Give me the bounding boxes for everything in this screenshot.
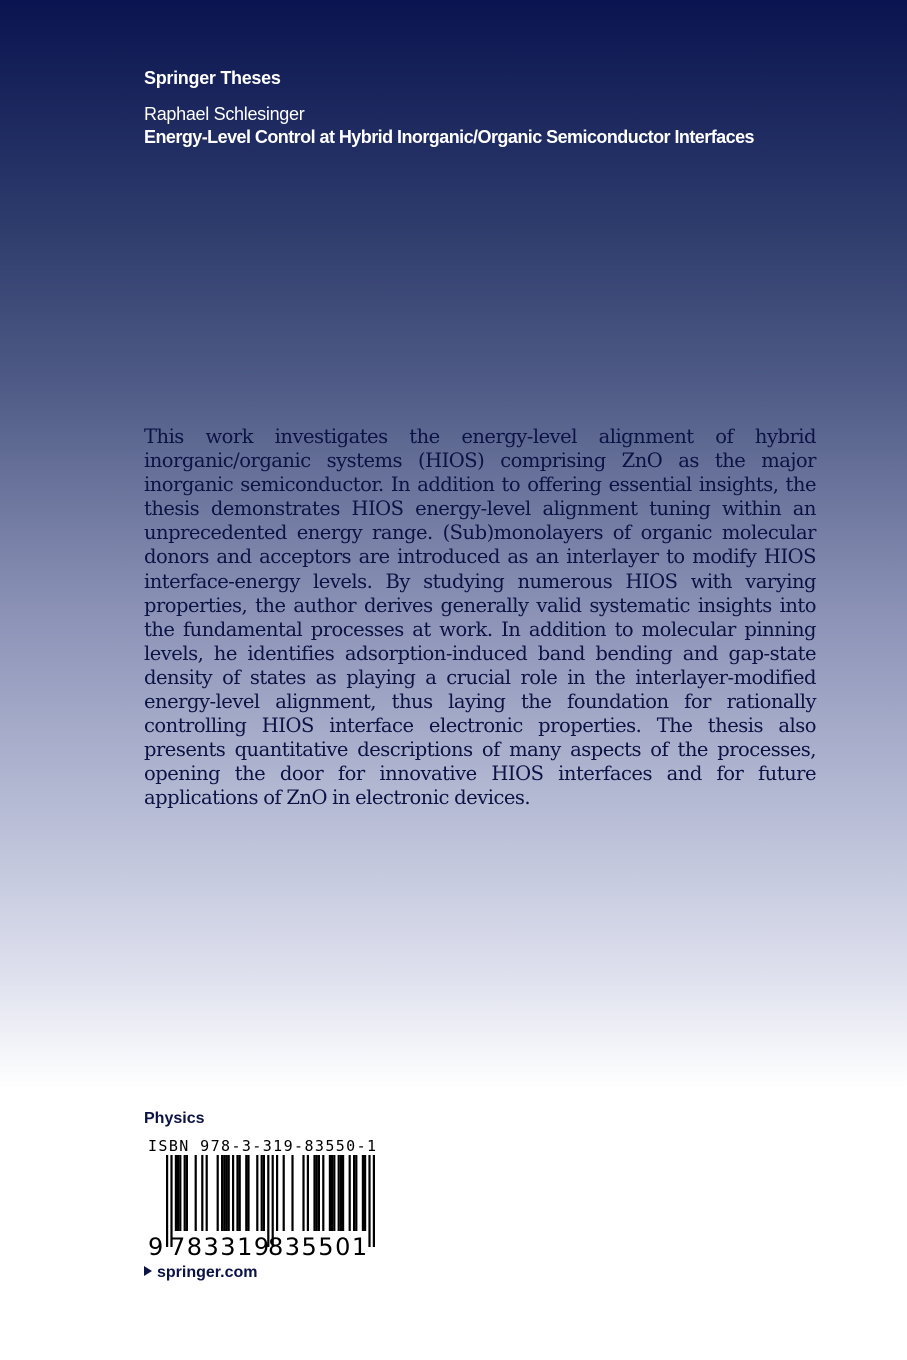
barcode-bar — [329, 1155, 331, 1231]
barcode-bar — [313, 1155, 315, 1231]
subject-category: Physics — [144, 1110, 205, 1127]
barcode-bar — [221, 1155, 223, 1231]
barcode-bar — [338, 1155, 340, 1231]
publisher-website[interactable] — [144, 1264, 257, 1282]
barcode-bar — [355, 1155, 357, 1231]
barcode-bar — [291, 1155, 293, 1231]
book-title: Energy-Level Control at Hybrid Inorganic/Organic Semiconductor Interfaces — [144, 127, 754, 147]
series-name: Springer Theses — [144, 68, 281, 88]
barcode-guard-bar — [368, 1155, 370, 1247]
barcode-bar — [206, 1155, 208, 1231]
barcode-bar — [184, 1155, 186, 1231]
barcode-bar — [236, 1155, 238, 1231]
barcode-bar — [353, 1155, 355, 1231]
barcode-bar — [316, 1155, 318, 1231]
website-label: springer.com — [157, 1264, 258, 1281]
barcode-group-right: 835501 — [268, 1233, 369, 1261]
barcode-bar — [302, 1155, 304, 1231]
barcode-bar — [263, 1155, 265, 1231]
barcode-bar — [362, 1155, 364, 1231]
barcode-guard-bar — [373, 1155, 375, 1247]
barcode-bar — [195, 1155, 197, 1231]
author-name: Raphael Schlesinger — [144, 104, 305, 124]
barcode-bar — [318, 1155, 320, 1231]
barcode-bar — [225, 1155, 227, 1231]
barcode-bar — [201, 1155, 203, 1231]
barcode-bar — [245, 1155, 247, 1231]
barcode — [144, 1155, 380, 1263]
barcode-group-left: 783319 — [170, 1233, 271, 1261]
barcode-bar — [239, 1155, 241, 1231]
barcode-bar — [177, 1155, 179, 1231]
barcode-bar — [223, 1155, 225, 1231]
barcode-bar — [228, 1155, 230, 1231]
barcode-bar — [283, 1155, 285, 1231]
barcode-guard-bar — [166, 1155, 168, 1247]
barcode-bar — [349, 1155, 351, 1231]
book-description: This work investigates the energy-level alignment of hybrid inorganic/organic systems (HIOS) comprising ZnO as the major inorganic semiconductor. In addition to offering essential insights, the thesis demonstrates HIOS energy-level alignment tuning within an unprecedented energy range. (Sub)monolayers of organic molecular donors and acceptors are introduced as an interlayer to modify HIOS interface-energy levels. By studying numerous HIOS with varying properties, the author derives generally valid systematic insights into the fundamental processes at work. In addition to molecular pinning levels, he identifies adsorption-induced band bending and gap-state density of states as playing a crucial role in the interlayer-modified energy-level alignment, thus laying the foundation for rationally controlling HIOS interface electronic properties. The thesis also presents quantitative descriptions of many aspects of the processes, opening the door for innovative HIOS interfaces and for future applications of ZnO in electronic devices. — [144, 425, 816, 810]
barcode-bar — [175, 1155, 177, 1231]
barcode-bar — [186, 1155, 188, 1231]
barcode-bar — [307, 1155, 309, 1231]
barcode-bar — [340, 1155, 342, 1231]
barcode-bar — [333, 1155, 335, 1231]
arrow-right-icon — [144, 1266, 152, 1276]
barcode-bar — [247, 1155, 249, 1231]
barcode-bar — [331, 1155, 333, 1231]
barcode-first-digit: 9 — [148, 1233, 164, 1261]
barcode-bar — [364, 1155, 366, 1231]
barcode-bar — [342, 1155, 344, 1231]
barcode-bar — [276, 1155, 278, 1231]
barcode-bar — [179, 1155, 181, 1231]
barcode-bar — [217, 1155, 219, 1231]
barcode-bar — [322, 1155, 324, 1231]
barcode-bar — [256, 1155, 258, 1231]
barcode-bar — [232, 1155, 234, 1231]
barcode-bar — [261, 1155, 263, 1231]
isbn-label: ISBN 978-3-319-83550-1 — [148, 1137, 378, 1155]
